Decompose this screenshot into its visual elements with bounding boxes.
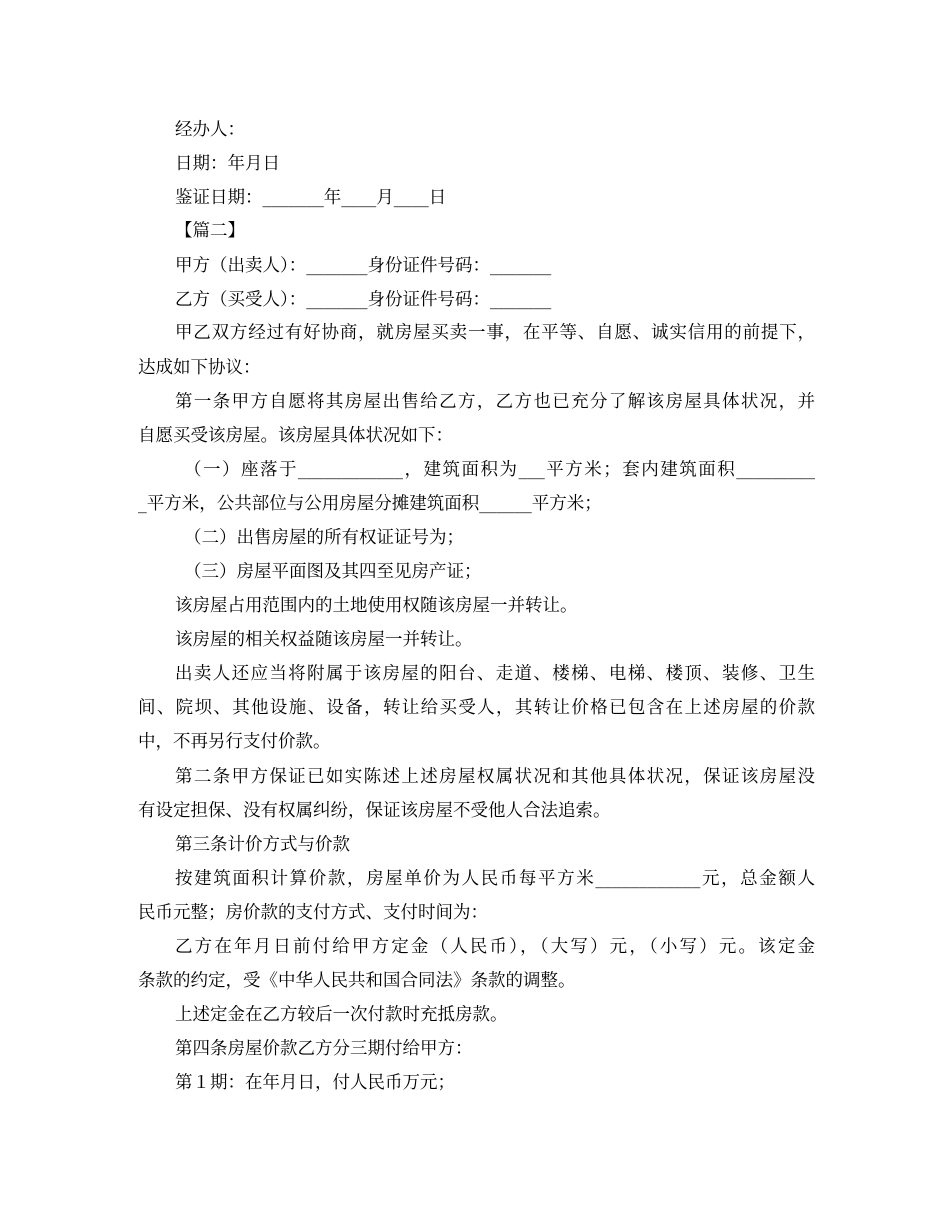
related-rights-line: 该房屋的相关权益随该房屋一并转让。	[175, 630, 473, 650]
party-b-line: 乙方（买受人）：_______身份证件号码：_______	[175, 290, 552, 310]
item2-line: （二）出售房屋的所有权证证号为；	[184, 528, 464, 548]
article2-line-2: 有设定担保、没有权属纠纷，保证该房屋不受他人合法追索。	[138, 801, 611, 821]
article3-price-line-1: 按建筑面积计算价款，房屋单价为人民币每平方米____________元，总金额人	[175, 869, 815, 889]
article3-deposit-line-2: 条款的约定，受《中华人民共和国合同法》条款的调整。	[138, 971, 576, 991]
article3-price-line-2: 民币元整；房价款的支付方式、支付时间为：	[138, 903, 488, 923]
attachments-line-3: 中，不再另行支付价款。	[138, 732, 331, 752]
article1-line-2: 自愿买受该房屋。该房屋具体状况如下：	[138, 426, 453, 446]
article2-line-1: 第二条甲方保证已如实陈述上述房屋权属状况和其他具体状况，保证该房屋没	[175, 767, 815, 787]
intro-line-1: 甲乙双方经过有好协商，就房屋买卖一事，在平等、自愿、诚实信用的前提下，	[175, 323, 815, 343]
item3-line: （三）房屋平面图及其四至见房产证；	[184, 562, 482, 582]
attachments-line-2: 间、院坝、其他设施、设备，转让给买受人，其转让价格已包含在上述房屋的价款	[138, 698, 815, 718]
item1-line-2: _平方米，公共部位与公用房屋分摊建筑面积______平方米；	[138, 494, 602, 514]
land-right-line: 该房屋占用范围内的土地使用权随该房屋一并转让。	[175, 596, 578, 616]
handler-line: 经办人：	[175, 120, 245, 140]
item1-line-1: （一）座落于____________，建筑面积为___平方米；套内建筑面积_________	[184, 460, 815, 480]
party-a-line: 甲方（出卖人）：_______身份证件号码：_______	[175, 256, 552, 276]
date-line: 日期：年月日	[175, 154, 280, 174]
article4-title: 第四条房屋价款乙方分三期付给甲方：	[175, 1039, 473, 1059]
article3-deposit-offset: 上述定金在乙方较后一次付款时充抵房款。	[175, 1005, 508, 1025]
section-title: 【篇二】	[175, 221, 245, 241]
intro-line-2: 达成如下协议：	[138, 358, 261, 378]
article4-period-1: 第１期：在年月日，付人民币万元；	[175, 1073, 455, 1093]
article1-line-1: 第一条甲方自愿将其房屋出售给乙方，乙方也已充分了解该房屋具体状况，并	[175, 392, 815, 412]
verify-date-line: 鉴证日期：_______年____月____日	[175, 188, 447, 208]
article3-deposit-line-1: 乙方在年月日前付给甲方定金（人民币），（大写）元，（小写）元。该定金	[175, 937, 815, 957]
article3-title: 第三条计价方式与价款	[175, 835, 350, 855]
attachments-line-1: 出卖人还应当将附属于该房屋的阳台、走道、楼梯、电梯、楼顶、装修、卫生	[175, 664, 815, 684]
